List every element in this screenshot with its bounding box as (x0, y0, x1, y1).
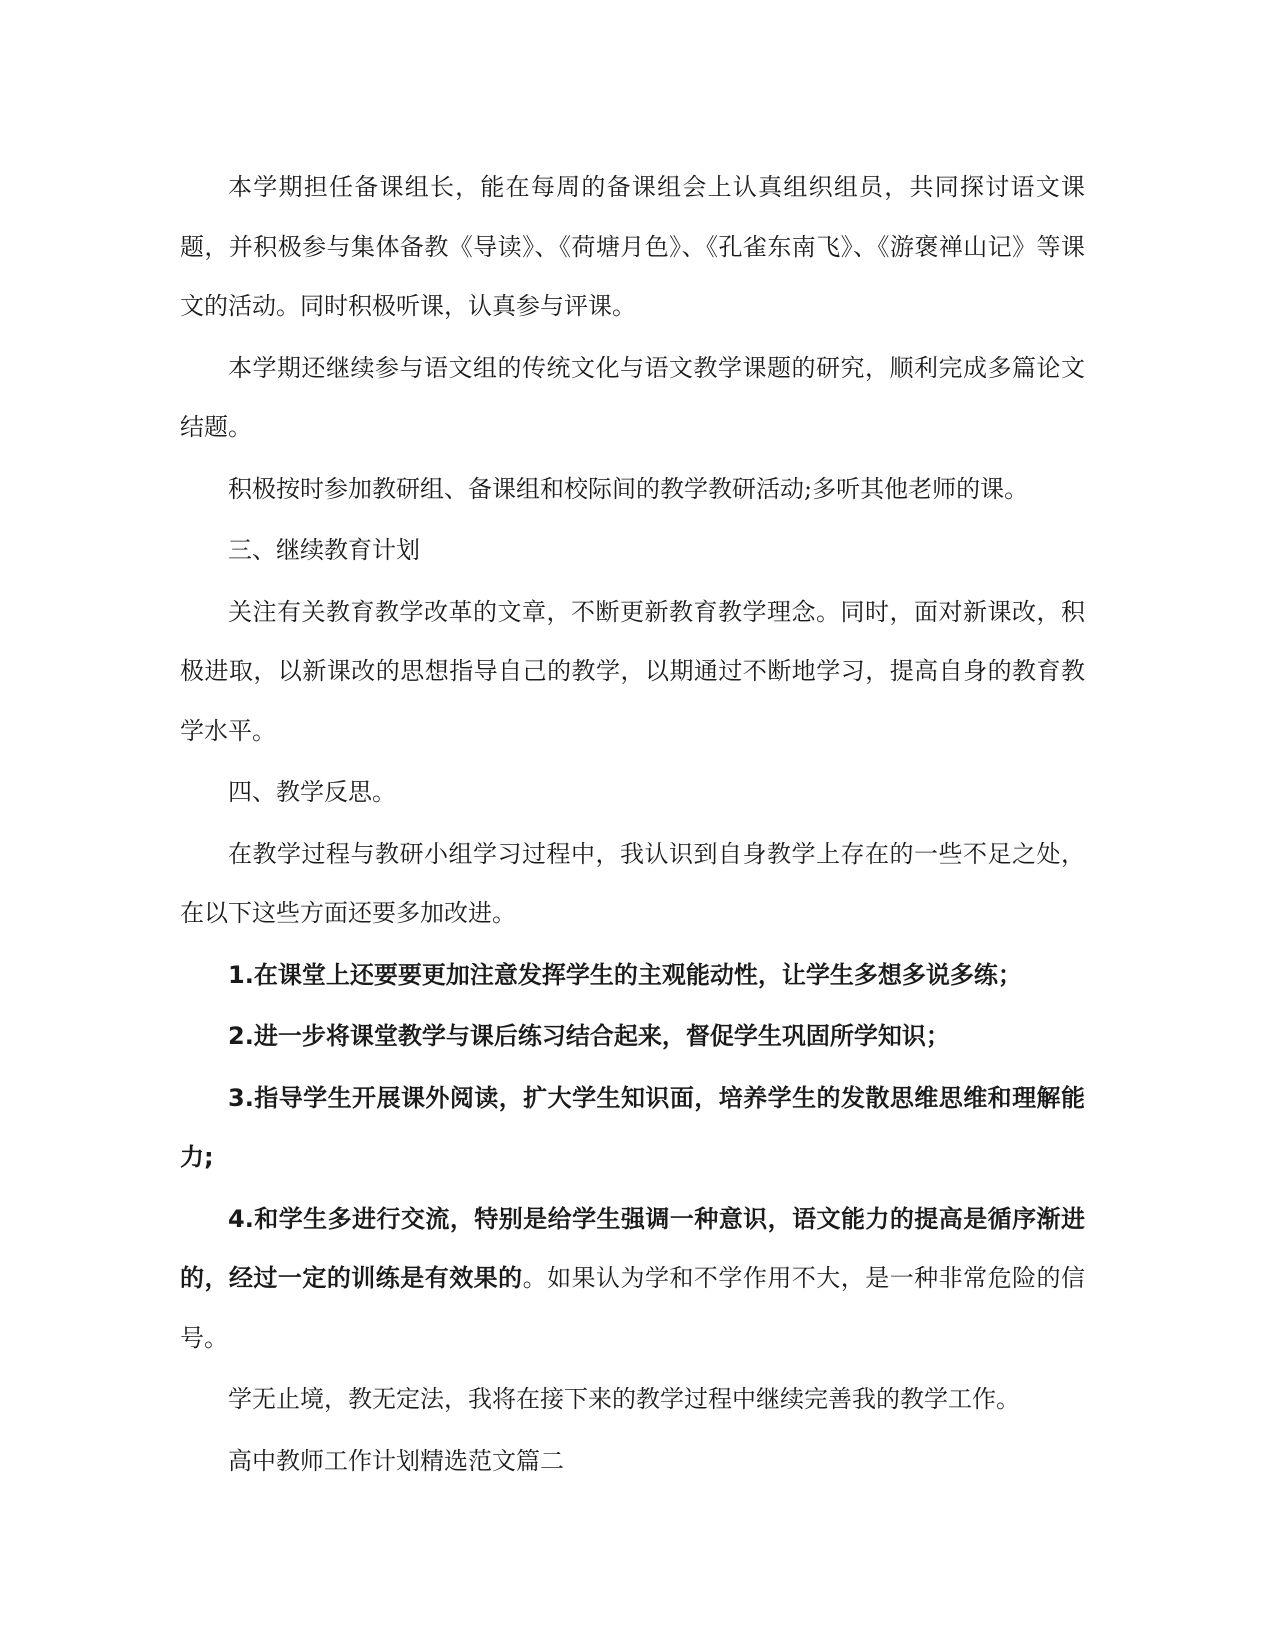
list-item-1: 1.在课堂上还要要更加注意发挥学生的主观能动性，让学生多想多说多练； (228, 960, 1022, 989)
paragraph-closing: 学无止境，教无定法，我将在接下来的教学过程中继续完善我的教学工作。 (228, 1385, 1020, 1413)
list-item-4-bold: 4.和学生多进行交流，特别是给学生强调一种意识，语文能力的提高是循序渐进的，经过一定的训练是有效果的 (180, 1204, 1085, 1292)
paragraph-research: 本学期还继续参与语文组的传统文化与语文教学课题的研究，顺利完成多篇论文结题。 (180, 353, 1085, 441)
list-item-2: 2.进一步将课堂教学与课后练习结合起来，督促学生巩固所学知识； (228, 1022, 950, 1050)
section-heading-teaching-reflection: 四、教学反思。 (228, 778, 396, 806)
paragraph-activities: 积极按时参加教研组、备课组和校际间的教学教研活动;多听其他老师的课。 (228, 474, 1029, 503)
paragraph-lesson-prep: 本学期担任备课组长，能在每周的备课组会上认真组织组员，共同探讨语文课题，并积极参与集体备教《导读》、《荷塘月色》、《孔雀东南飞》、《游褒禅山记》等课文的活动。同时积极听课，认真参与评课。 (180, 173, 1085, 320)
section-heading-continuing-education: 三、继续教育计划 (228, 536, 420, 564)
document-page (180, 158, 1085, 1493)
next-article-title: 高中教师工作计划精选范文篇二 (228, 1446, 564, 1475)
list-item-3: 3.指导学生开展课外阅读，扩大学生知识面，培养学生的发散思维思维和理解能力; (180, 1083, 1085, 1171)
paragraph-education-plan: 关注有关教育教学改革的文章，不断更新教育教学理念。同时，面对新课改，积极进取，以新课改的思想指导自己的教学，以期通过不断地学习，提高自身的教育教学水平。 (180, 597, 1085, 745)
paragraph-reflection-intro: 在教学过程与教研小组学习过程中，我认识到自身教学上存在的一些不足之处，在以下这些方面还要多加改进。 (180, 839, 1085, 927)
list-item-4-normal: 。如果认为学和不学作用不大，是一种非常危险的信号。 (180, 1264, 1086, 1352)
list-item-4 (180, 1190, 1085, 1369)
